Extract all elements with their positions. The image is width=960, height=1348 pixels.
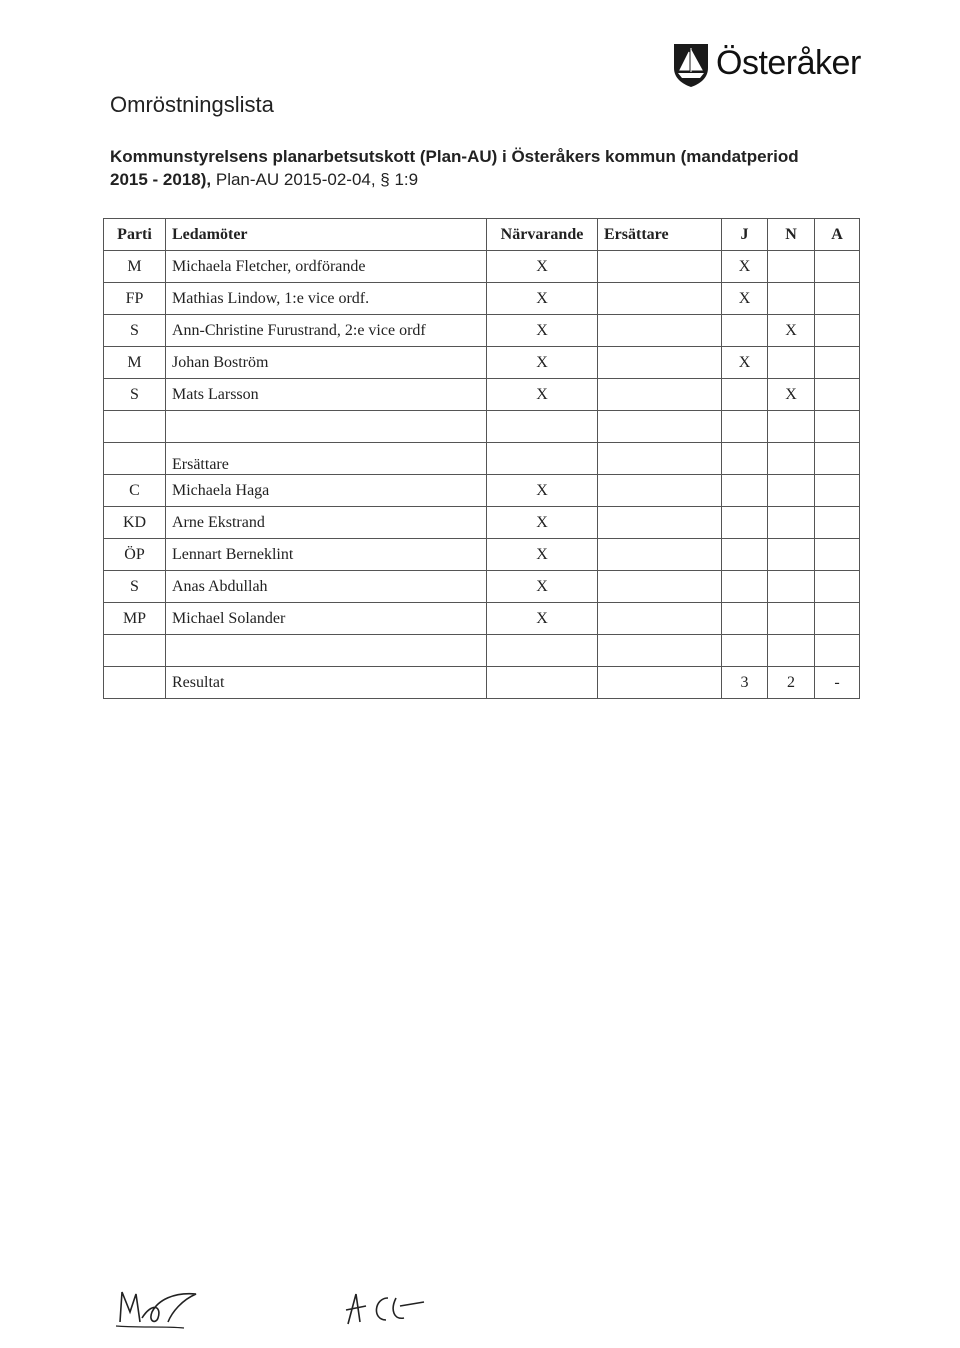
cell-parti: C (104, 475, 166, 507)
cell-a (815, 251, 860, 283)
result-j: 3 (722, 667, 768, 699)
result-row (104, 667, 860, 699)
header-row (104, 219, 860, 251)
cell-name: Anas Abdullah (166, 571, 487, 603)
cell-a (815, 347, 860, 379)
header-ersattare: Ersättare (598, 219, 722, 251)
cell-name: Mathias Lindow, 1:e vice ordf. (166, 283, 487, 315)
cell-name: Michael Solander (166, 603, 487, 635)
cell-narvarande: X (487, 283, 598, 315)
table-row (104, 475, 860, 507)
cell-name: Michaela Haga (166, 475, 487, 507)
table-row (104, 603, 860, 635)
cell-parti: KD (104, 507, 166, 539)
result-a: - (815, 667, 860, 699)
result-label: Resultat (166, 667, 487, 699)
cell-name: Ann-Christine Furustrand, 2:e vice ordf (166, 315, 487, 347)
heading-bold: Kommunstyrelsens planarbetsutskott (Plan-AU) i Österåkers kommun (mandatperiod 2015 - 2018), (110, 147, 799, 189)
cell-name: Michaela Fletcher, ordförande (166, 251, 487, 283)
cell-parti: M (104, 251, 166, 283)
empty-row (104, 411, 860, 443)
cell-narvarande: X (487, 315, 598, 347)
cell-name: Arne Ekstrand (166, 507, 487, 539)
header-ledamoter: Ledamöter (166, 219, 487, 251)
cell-a (815, 315, 860, 347)
brand-name: Österåker (716, 44, 861, 82)
cell-narvarande: X (487, 379, 598, 411)
table-row (104, 347, 860, 379)
cell-narvarande: X (487, 251, 598, 283)
cell-ersattare (598, 347, 722, 379)
cell-n (768, 251, 815, 283)
cell-n: X (768, 315, 815, 347)
cell-ersattare (598, 379, 722, 411)
document-title: Omröstningslista (110, 92, 274, 117)
table-row (104, 315, 860, 347)
cell-narvarande: X (487, 475, 598, 507)
header-narvarande: Närvarande (487, 219, 598, 251)
table-row (104, 507, 860, 539)
header-j: J (722, 219, 768, 251)
table-row (104, 251, 860, 283)
cell-narvarande: X (487, 603, 598, 635)
cell-narvarande: X (487, 347, 598, 379)
cell-a (815, 283, 860, 315)
substitutes-heading-row (104, 443, 860, 475)
vote-table (103, 218, 860, 699)
cell-name: Lennart Berneklint (166, 539, 487, 571)
document-heading (110, 145, 830, 191)
substitutes-heading: Ersättare (166, 443, 487, 475)
cell-ersattare (598, 283, 722, 315)
cell-parti: FP (104, 283, 166, 315)
cell-n (768, 283, 815, 315)
cell-parti: M (104, 347, 166, 379)
brand-logo (672, 42, 902, 92)
cell-ersattare (598, 251, 722, 283)
cell-a (815, 379, 860, 411)
cell-j: X (722, 347, 768, 379)
cell-j: X (722, 283, 768, 315)
cell-j (722, 379, 768, 411)
boat-shield-icon (672, 42, 710, 88)
table-row (104, 539, 860, 571)
cell-parti: S (104, 571, 166, 603)
cell-parti: S (104, 379, 166, 411)
heading-regular: Plan-AU 2015-02-04, § 1:9 (211, 170, 419, 189)
cell-name: Johan Boström (166, 347, 487, 379)
initials-mark (338, 1284, 428, 1332)
cell-n: X (768, 379, 815, 411)
header-a: A (815, 219, 860, 251)
table-row (104, 283, 860, 315)
empty-row (104, 635, 860, 667)
header-parti: Parti (104, 219, 166, 251)
cell-narvarande: X (487, 507, 598, 539)
table-row (104, 379, 860, 411)
cell-n (768, 347, 815, 379)
table-row (104, 571, 860, 603)
cell-narvarande: X (487, 539, 598, 571)
cell-ersattare (598, 315, 722, 347)
cell-parti: S (104, 315, 166, 347)
result-n: 2 (768, 667, 815, 699)
cell-narvarande: X (487, 571, 598, 603)
cell-parti: MP (104, 603, 166, 635)
header-n: N (768, 219, 815, 251)
signature-mark (112, 1282, 202, 1332)
cell-name: Mats Larsson (166, 379, 487, 411)
cell-j (722, 315, 768, 347)
cell-parti: ÖP (104, 539, 166, 571)
cell-j: X (722, 251, 768, 283)
